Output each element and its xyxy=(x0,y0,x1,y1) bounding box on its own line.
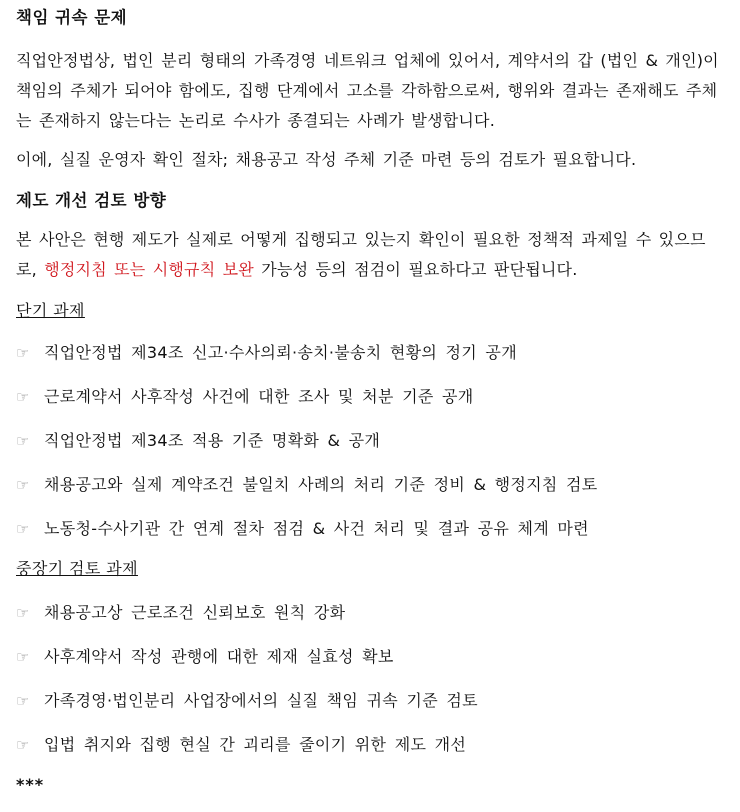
list-item xyxy=(16,473,726,497)
list-item xyxy=(16,429,726,453)
paragraph-improvement xyxy=(16,225,726,285)
list-item xyxy=(16,733,726,757)
section-title-responsibility: 책임 귀속 문제 xyxy=(16,8,128,27)
list-item xyxy=(16,689,726,713)
list-item-label: 가족경영·법인분리 사업장에서의 실질 책임 귀속 기준 검토 xyxy=(44,691,478,710)
list-item-label: 근로계약서 사후작성 사건에 대한 조사 및 처분 기준 공개 xyxy=(44,387,474,406)
pointing-hand-icon: ☞ xyxy=(16,344,30,362)
pointing-hand-icon: ☞ xyxy=(16,388,30,406)
list-item xyxy=(16,341,726,365)
paragraph-improvement-text-1: 본 사안은 현행 제도가 실제로 어떻게 집행되고 있는지 확인이 필요한 정책적 과제일 수 있으므로, xyxy=(16,230,706,279)
list-item-label: 노동청-수사기관 간 연계 절차 점검 & 사건 처리 및 결과 공유 체계 마련 xyxy=(44,519,589,538)
pointing-hand-icon: ☞ xyxy=(16,604,30,622)
subsection-title-mid-long-term: 중장기 검토 과제 xyxy=(16,559,138,578)
pointing-hand-icon: ☞ xyxy=(16,520,30,538)
end-mark: *** xyxy=(16,775,45,794)
section-title-improvement: 제도 개선 검토 방향 xyxy=(16,191,167,210)
pointing-hand-icon: ☞ xyxy=(16,736,30,754)
paragraph-review-needed: 이에, 실질 운영자 확인 절차; 채용공고 작성 주체 기준 마련 등의 검토가 필요합니다. xyxy=(16,150,637,169)
paragraph-responsibility: 직업안정법상, 법인 분리 형태의 가족경영 네트워크 업체에 있어서, 계약서의 갑 (법인 & 개인)이 책임의 주체가 되어야 함에도, 집행 단계에서 고소를 각하함으로써, 행위와 결과는 존재해도 주체는 존재하지 않는다는 논리로 수사가 종결되는 사례가 발생합니다. xyxy=(16,51,719,130)
paragraph-improvement-text-2: 가능성 등의 점검이 필요하다고 판단됩니다. xyxy=(253,260,578,279)
short-term-list xyxy=(16,341,726,541)
list-item xyxy=(16,645,726,669)
mid-long-term-list xyxy=(16,601,726,757)
list-item-label: 채용공고와 실제 계약조건 불일치 사례의 처리 기준 정비 & 행정지침 검토 xyxy=(44,475,598,494)
pointing-hand-icon: ☞ xyxy=(16,692,30,710)
pointing-hand-icon: ☞ xyxy=(16,648,30,666)
list-item-label: 사후계약서 작성 관행에 대한 제재 실효성 확보 xyxy=(44,647,394,666)
pointing-hand-icon: ☞ xyxy=(16,476,30,494)
list-item-label: 입법 취지와 집행 현실 간 괴리를 줄이기 위한 제도 개선 xyxy=(44,735,467,754)
subsection-title-short-term: 단기 과제 xyxy=(16,301,85,320)
list-item-label: 직업안정법 제34조 적용 기준 명확화 & 공개 xyxy=(44,431,381,450)
list-item xyxy=(16,601,726,625)
pointing-hand-icon: ☞ xyxy=(16,432,30,450)
highlighted-phrase: 행정지침 또는 시행규칙 보완 xyxy=(44,260,254,279)
list-item-label: 직업안정법 제34조 신고·수사의뢰·송치·불송치 현황의 정기 공개 xyxy=(44,343,517,362)
list-item-label: 채용공고상 근로조건 신뢰보호 원칙 강화 xyxy=(44,603,346,622)
list-item xyxy=(16,385,726,409)
list-item xyxy=(16,517,726,541)
